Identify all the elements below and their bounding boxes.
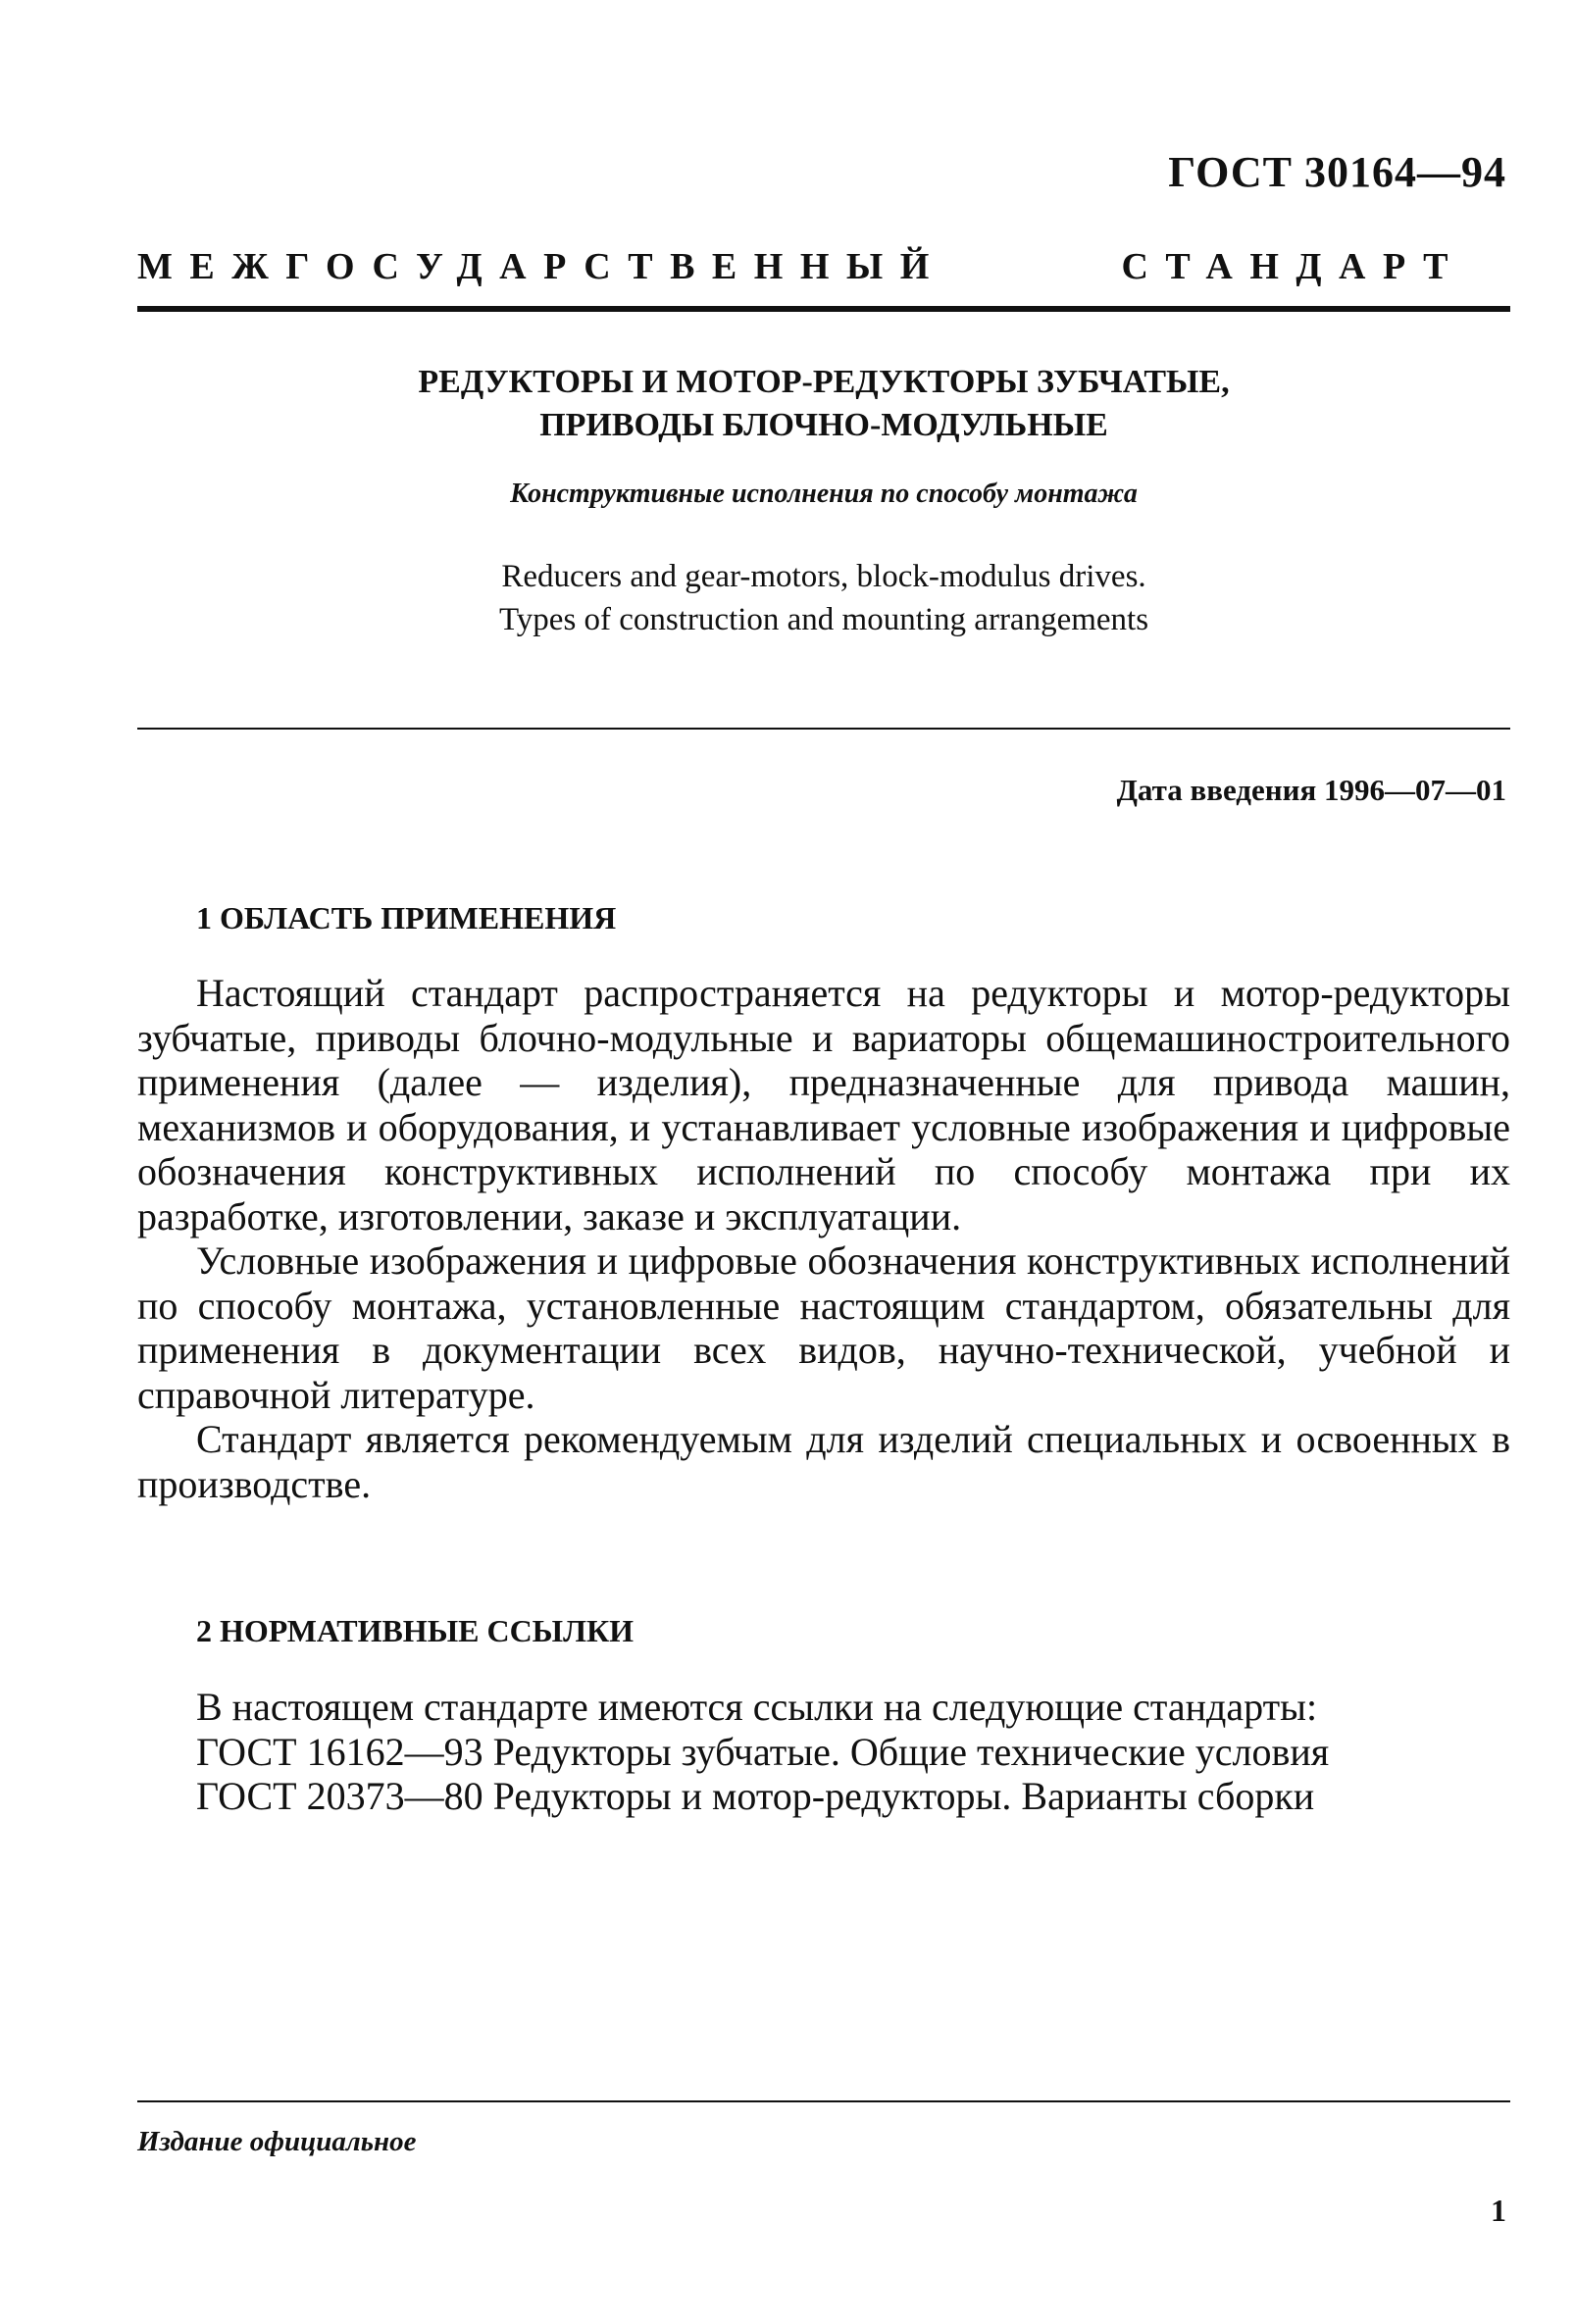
document-subtitle: Конструктивные исполнения по способу монтажа — [510, 479, 1138, 509]
document-number: ГОСТ 30164—94 — [1168, 148, 1506, 196]
document-title — [137, 361, 1510, 447]
english-title-line-1: Reducers and gear-motors, block-modulus drives. — [501, 559, 1146, 594]
section-1-heading: 1 ОБЛАСТЬ ПРИМЕНЕНИЯ — [196, 900, 617, 935]
paragraph: Условные изображения и цифровые обозначения конструктивных исполнений по способу монтажа, установленные настоящим стандартом, обязательны для применения в документации всех видов, научно-технической, учебной и справочной литературе. — [137, 1238, 1510, 1417]
page-number: 1 — [1491, 2193, 1506, 2228]
banner-word-interstate: МЕЖГОСУДАРСТВЕННЫЙ — [137, 246, 946, 287]
reference-item: ГОСТ 16162—93 Редукторы зубчатые. Общие технические условия — [196, 1729, 1330, 1774]
title-line-1: РЕДУКТОРЫ И МОТОР-РЕДУКТОРЫ ЗУБЧАТЫЕ, — [418, 364, 1230, 400]
interstate-standard-banner — [137, 245, 1465, 288]
paragraph: Настоящий стандарт распространяется на редукторы и мотор-редукторы зубчатые, приводы блочно-модульные и вариаторы общемашиностроительного применения (далее — изделия), предназначенные для привода машин, механизмов и оборудования, и устанавливает условные изображения и цифровые обозначения конструктивных исполнений по способу монтажа при их разработке, изготовлении, заказе и эксплуатации. — [137, 971, 1510, 1238]
section-2-heading: 2 НОРМАТИВНЫЕ ССЫЛКИ — [196, 1613, 635, 1648]
english-title — [137, 555, 1510, 641]
footer-rule — [137, 2100, 1510, 2102]
edition-note: Издание официальное — [137, 2126, 417, 2157]
english-title-line-2: Types of construction and mounting arrangements — [498, 602, 1149, 637]
introduction-date: Дата введения 1996—07—01 — [1116, 773, 1506, 807]
paragraph: В настоящем стандарте имеются ссылки на следующие стандарты: — [196, 1685, 1318, 1729]
reference-item: ГОСТ 20373—80 Редукторы и мотор-редукторы. Варианты сборки — [196, 1774, 1315, 1818]
banner-word-standard: СТАНДАРТ — [1121, 246, 1465, 287]
header-rule — [137, 306, 1510, 312]
section-1-body — [137, 971, 1510, 1506]
title-separator-rule — [137, 728, 1510, 730]
title-line-2: ПРИВОДЫ БЛОЧНО-МОДУЛЬНЫЕ — [539, 407, 1108, 443]
paragraph: Стандарт является рекомендуемым для изделий специальных и освоенных в производстве. — [137, 1417, 1510, 1506]
section-2-body — [137, 1685, 1510, 1819]
